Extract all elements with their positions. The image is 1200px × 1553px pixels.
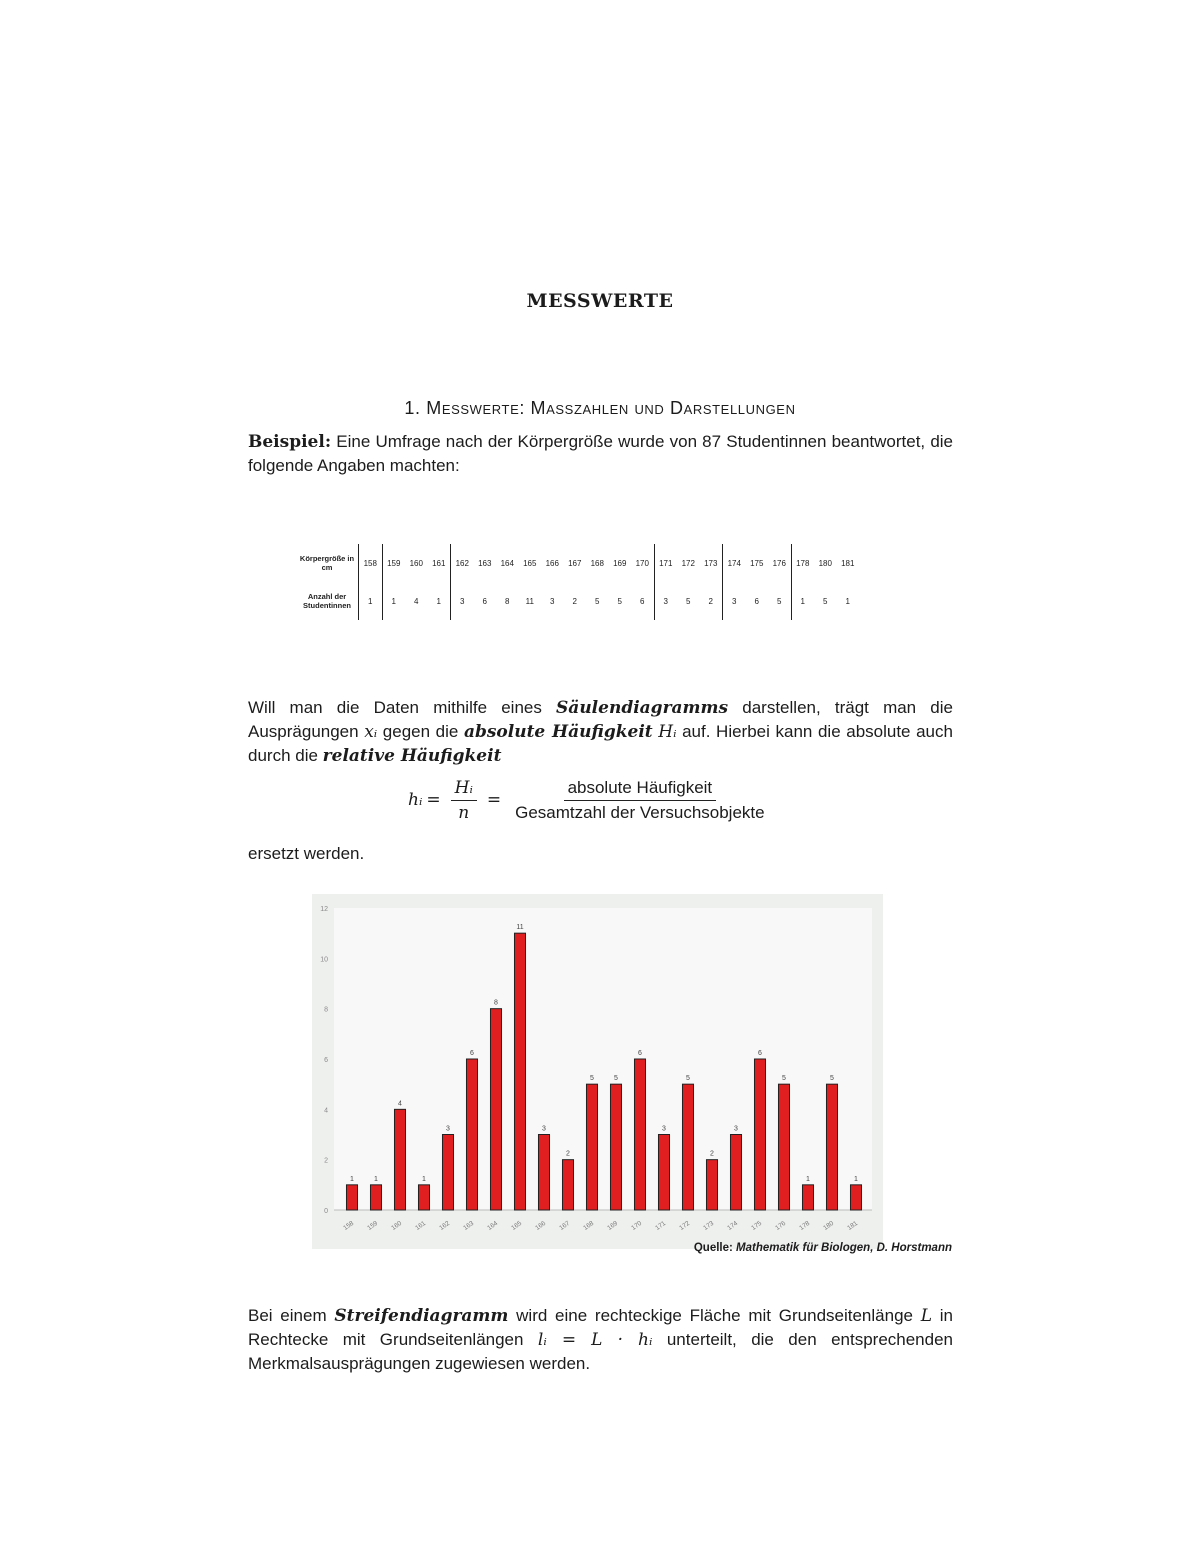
bar-value-label: 3	[542, 1125, 546, 1133]
bar-value-label: 6	[470, 1050, 474, 1057]
bar	[538, 1135, 549, 1211]
var-H: Hᵢ	[658, 722, 677, 742]
bar-chart-svg	[312, 894, 883, 1249]
bar	[706, 1160, 717, 1210]
table-cell-height: 176	[772, 558, 786, 568]
bar	[490, 1009, 501, 1210]
table-cell-count: 11	[525, 596, 534, 606]
para2-text-1: Will man die Daten mithilfe eines	[248, 698, 557, 717]
para4-text-3: in Rechtecke mit Grundseitenlängen	[248, 1306, 953, 1349]
x-tick-label: 169	[606, 1219, 620, 1232]
x-tick-label: 173	[702, 1219, 716, 1232]
source-citation	[560, 1242, 952, 1254]
intro-paragraph	[248, 430, 953, 478]
table-cell-count: 6	[482, 596, 487, 606]
x-tick-label: 160	[390, 1219, 404, 1232]
bar-value-label: 5	[686, 1075, 690, 1083]
data-table	[296, 544, 860, 620]
x-tick-label: 181	[846, 1219, 860, 1232]
page-title: MESSWERTE	[526, 290, 674, 312]
formula-equals-1: =	[426, 790, 441, 810]
bar	[826, 1084, 837, 1210]
x-tick-label: 159	[366, 1219, 380, 1232]
y-tick-label: 2	[324, 1157, 328, 1165]
fraction-denominator-n: n	[458, 802, 470, 823]
x-tick-label: 167	[558, 1219, 572, 1232]
chart-plot-area	[334, 908, 872, 1210]
bar	[346, 1185, 357, 1210]
table-cell-height: 162	[451, 544, 474, 582]
table-cell-count: 1	[845, 596, 850, 606]
bar	[658, 1135, 669, 1211]
table-cell-count: 5	[617, 596, 622, 606]
bar-value-label: 1	[374, 1175, 378, 1183]
var-l: lᵢ = L · hᵢ	[537, 1330, 653, 1350]
bar-value-label: 5	[782, 1075, 786, 1083]
table-cell-count: 4	[414, 596, 419, 606]
table-row-heights	[296, 544, 859, 582]
bar-value-label: 2	[566, 1150, 570, 1158]
x-tick-label: 175	[750, 1219, 764, 1232]
x-tick-label: 172	[678, 1219, 692, 1232]
bar	[730, 1135, 741, 1211]
bar-value-label: 3	[662, 1125, 666, 1133]
bar	[610, 1084, 621, 1210]
table-cell-count: 6	[754, 596, 759, 606]
bar	[778, 1084, 789, 1210]
formula-relative-frequency	[408, 775, 775, 825]
para2-text-2: darstellen, trägt man die Ausprägungen	[248, 698, 953, 741]
bar-value-label: 8	[494, 999, 498, 1007]
table-cell-count: 2	[708, 596, 713, 606]
table-cell-height: 158	[359, 544, 383, 582]
table-cell-height: 170	[635, 558, 649, 568]
bar	[850, 1185, 861, 1210]
keyword-absolute-haeufigkeit: absolute Häufigkeit	[463, 722, 653, 742]
x-tick-label: 178	[798, 1219, 812, 1232]
x-tick-label: 176	[774, 1219, 788, 1232]
para4-text-1: Bei einem	[248, 1306, 335, 1325]
x-tick-label: 174	[726, 1219, 740, 1232]
x-tick-label: 164	[486, 1219, 500, 1232]
para2-text-3: gegen die	[377, 722, 464, 741]
bar	[370, 1185, 381, 1210]
table-cell-height: 171	[654, 544, 677, 582]
bar	[634, 1059, 645, 1210]
keyword-streifendiagramm: Streifendiagramm	[334, 1306, 509, 1326]
x-tick-label: 166	[534, 1219, 548, 1232]
x-tick-label: 163	[462, 1219, 476, 1232]
formula-lhs: hᵢ	[408, 790, 423, 810]
table-row-counts	[296, 582, 859, 620]
table-cell-count: 5	[777, 596, 782, 606]
table-cell-height: 174	[723, 544, 746, 582]
formula-equals-2: =	[486, 790, 502, 810]
table-cell-count: 1	[359, 582, 383, 620]
table-cell-height: 163	[478, 558, 492, 568]
bar	[442, 1135, 453, 1211]
bar-value-label: 1	[854, 1175, 858, 1183]
fraction-numerator-words: absolute Häufigkeit	[564, 778, 717, 801]
bar	[586, 1084, 597, 1210]
bar-value-label: 3	[734, 1125, 738, 1133]
source-label: Quelle:	[693, 1242, 733, 1254]
fraction-words	[511, 778, 768, 823]
bar-value-label: 6	[758, 1050, 762, 1057]
table-cell-height: 169	[613, 558, 627, 568]
table-cell-count: 8	[505, 596, 510, 606]
table-cell-height: 172	[681, 558, 695, 568]
para4-text-2: wird eine rechteckige Fläche mit Grundseitenlänge	[508, 1306, 921, 1325]
y-tick-label: 6	[324, 1057, 328, 1064]
bar-value-label: 11	[516, 924, 524, 932]
keyword-saeulendiagramm: Säulendiagramms	[556, 698, 729, 718]
table-cell-count: 1	[436, 596, 441, 606]
x-tick-label: 162	[438, 1219, 452, 1232]
bar-value-label: 1	[350, 1175, 354, 1183]
table-cell-height: 178	[791, 544, 814, 582]
para4-text-4: unterteilt, die den entsprechenden Merkmalsausprägungen zugewiesen werden.	[248, 1330, 953, 1373]
y-tick-label: 4	[324, 1107, 328, 1115]
table-cell-height: 166	[545, 558, 559, 568]
bar	[682, 1084, 693, 1210]
table-cell-height: 161	[432, 558, 446, 568]
section-title: 1. Messwerte: Masszahlen und Darstellungen	[404, 398, 796, 418]
bar-value-label: 2	[710, 1150, 714, 1158]
bar-value-label: 5	[830, 1075, 834, 1083]
table-cell-height: 181	[841, 558, 855, 568]
table-cell-height: 173	[704, 558, 718, 568]
keyword-relative-haeufigkeit: relative Häufigkeit	[322, 746, 502, 766]
table-row1-label: Körpergröße in cm	[299, 554, 355, 572]
y-tick-label: 10	[320, 956, 328, 964]
table-cell-height: 159	[382, 544, 405, 582]
bar-value-label: 1	[806, 1175, 810, 1183]
table-cell-height: 164	[500, 558, 514, 568]
table-row2-label: Anzahl der Studentinnen	[303, 592, 351, 610]
y-tick-label: 8	[324, 1006, 328, 1014]
table-cell-count: 1	[791, 582, 814, 620]
table-cell-count: 3	[451, 582, 474, 620]
bar	[802, 1185, 813, 1210]
table-cell-count: 3	[550, 596, 555, 606]
table-cell-count: 5	[686, 596, 691, 606]
bar-chart	[312, 894, 883, 1249]
x-tick-label: 158	[342, 1219, 356, 1232]
bar-value-label: 6	[638, 1050, 642, 1057]
table-cell-height: 168	[590, 558, 604, 568]
x-tick-label: 170	[630, 1219, 644, 1232]
table-cell-count: 5	[595, 596, 600, 606]
table-cell-count: 2	[572, 596, 577, 606]
source-work: Mathematik für Biologen, D. Horstmann	[736, 1242, 952, 1254]
y-tick-label: 0	[324, 1208, 328, 1215]
var-L: L	[920, 1306, 933, 1326]
intro-text: Eine Umfrage nach der Körpergröße wurde von 87 Studentinnen beantwortet, die folgende Angaben machten:	[248, 432, 954, 475]
table-cell-count: 6	[640, 596, 645, 606]
table-cell-height: 167	[568, 558, 582, 568]
bar-value-label: 5	[614, 1075, 618, 1083]
bar	[754, 1059, 765, 1210]
bar	[562, 1160, 573, 1210]
intro-lead: Beispiel:	[248, 432, 332, 452]
table-cell-count: 1	[382, 582, 405, 620]
bar	[394, 1109, 405, 1210]
bar	[418, 1185, 429, 1210]
table-cell-height: 180	[818, 558, 832, 568]
table-cell-count: 3	[723, 582, 746, 620]
table-cell-count: 5	[823, 596, 828, 606]
x-tick-label: 168	[582, 1219, 596, 1232]
paragraph-streifendiagramm	[248, 1304, 953, 1376]
table-cell-height: 175	[750, 558, 764, 568]
table-cell-count: 3	[654, 582, 677, 620]
table-cell-height: 165	[523, 558, 537, 568]
bar	[466, 1059, 477, 1210]
paragraph-ersetzt: ersetzt werden.	[248, 844, 365, 863]
bar-value-label: 1	[422, 1175, 426, 1183]
x-tick-label: 180	[822, 1219, 836, 1232]
y-tick-label: 12	[320, 906, 328, 913]
fraction-denominator-words: Gesamtzahl der Versuchsobjekte	[515, 802, 765, 822]
fraction-symbolic	[451, 778, 477, 823]
bar-value-label: 3	[446, 1125, 450, 1133]
x-tick-label: 171	[654, 1219, 668, 1232]
paragraph-saeulendiagramm	[248, 696, 953, 768]
table-cell-height: 160	[409, 558, 423, 568]
x-tick-label: 165	[510, 1219, 524, 1232]
var-x: xᵢ	[364, 722, 378, 742]
bar	[514, 933, 525, 1210]
bar-value-label: 5	[590, 1075, 594, 1083]
fraction-numerator-H: Hᵢ	[451, 778, 477, 801]
x-tick-label: 161	[414, 1219, 428, 1232]
bar-value-label: 4	[398, 1100, 402, 1108]
para2-text-4: auf. Hierbei kann die absolute auch durch die	[248, 722, 953, 765]
